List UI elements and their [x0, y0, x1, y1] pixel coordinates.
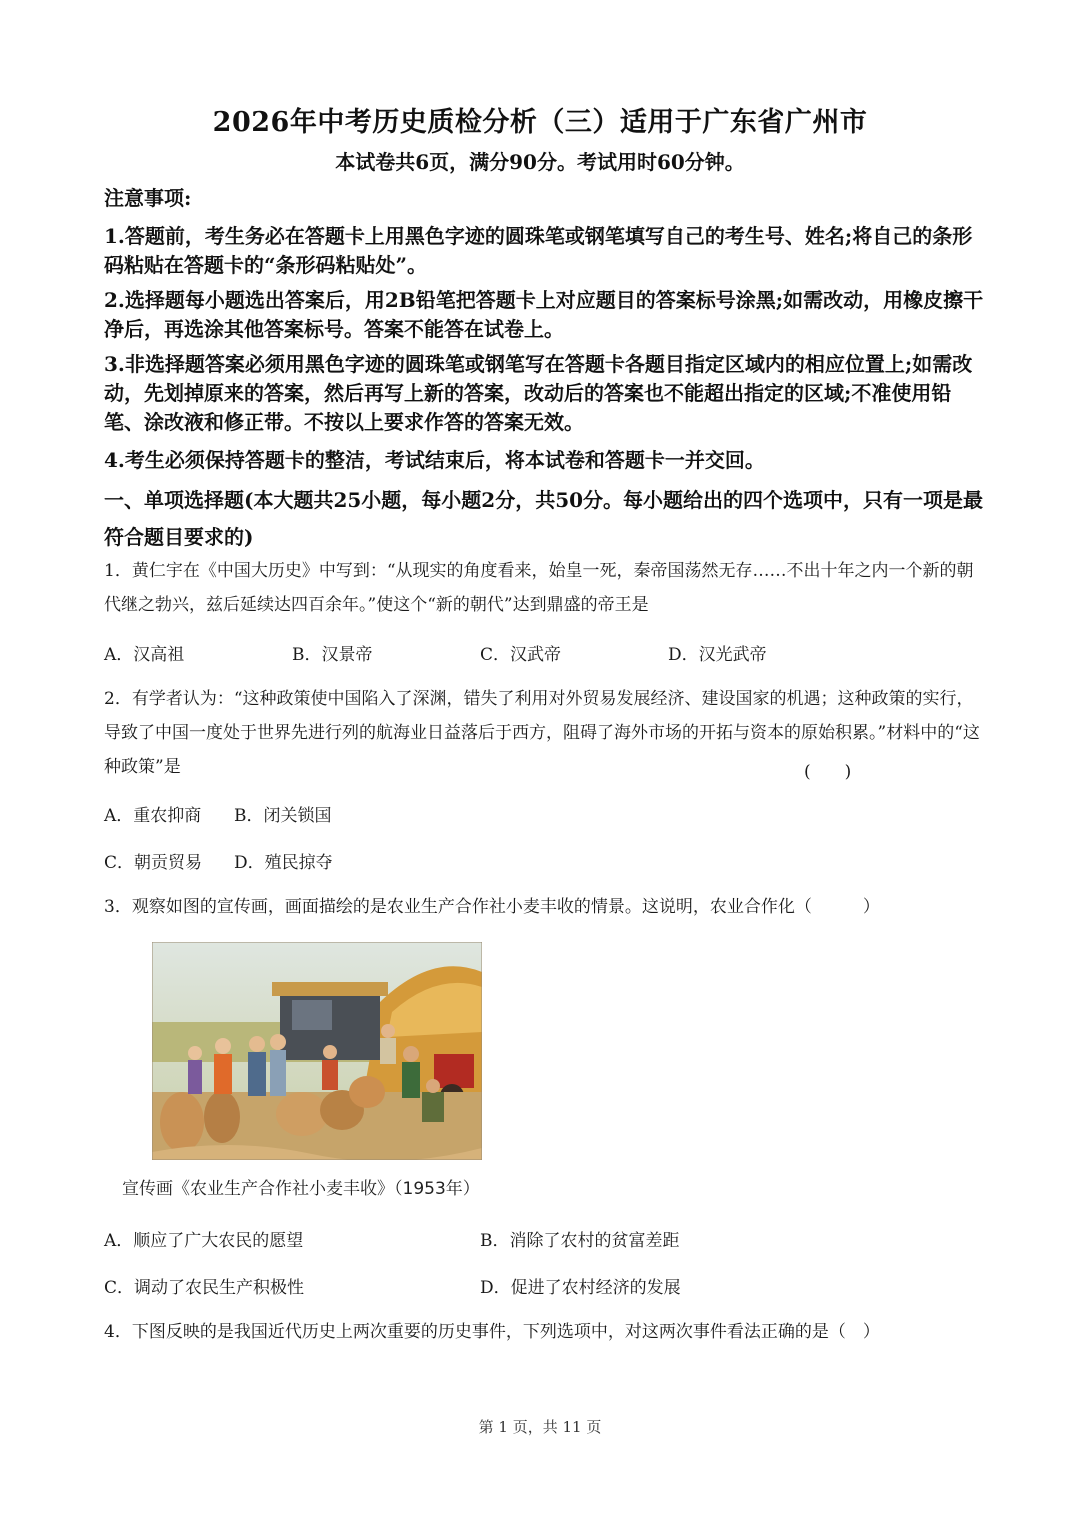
answer-parentheses: ( )	[804, 762, 852, 782]
page-footer: 第 1 页，共 11 页	[478, 1418, 602, 1436]
notice-item: 1.答题前，考生务必在答题卡上用黑色字迹的圆珠笔或钢笔填写自己的考生号、姓名;将自己的条形码粘贴在答题卡的“条形码粘贴处”。	[104, 224, 973, 277]
page-subtitle: 本试卷共6页，满分90分。考试用时60分钟。	[335, 150, 745, 174]
notice-heading: 注意事项:	[104, 186, 192, 210]
question-stem: 1．黄仁宇在《中国大历史》中写到：“从现实的角度看来，始皇一死，秦帝国荡然无存……不出十年之内一个新的朝代继之勃兴，兹后延续达四百余年。”使这个“新的朝代”达到鼎盛的帝王是	[104, 561, 974, 615]
option-a[interactable]: A．汉高祖	[104, 645, 185, 665]
option-c[interactable]: C．朝贡贸易	[104, 853, 203, 873]
option-a[interactable]: A．重农抑商	[104, 806, 202, 826]
notice-item: 4.考生必须保持答题卡的整洁，考试结束后，将本试卷和答题卡一并交回。	[104, 448, 765, 472]
option-d[interactable]: D．汉光武帝	[668, 645, 767, 665]
question-stem: 4．下图反映的是我国近代历史上两次重要的历史事件，下列选项中，对这两次事件看法正确的是（ ）	[104, 1322, 880, 1342]
option-b[interactable]: B．闭关锁国	[234, 806, 332, 826]
section-heading: 一、单项选择题(本大题共25小题，每小题2分，共50分。每小题给出的四个选项中，只有一项是最符合题目要求的)	[104, 488, 984, 549]
figure-caption: 宣传画《农业生产合作社小麦丰收》（1953年）	[122, 1179, 480, 1199]
propaganda-poster-image	[152, 942, 482, 1160]
option-b[interactable]: B．汉景帝	[292, 645, 373, 665]
option-d[interactable]: D．殖民掠夺	[234, 853, 333, 873]
option-d[interactable]: D．促进了农村经济的发展	[480, 1278, 681, 1298]
option-c[interactable]: C．调动了农民生产积极性	[104, 1278, 305, 1298]
page-title: 2026年中考历史质检分析（三）适用于广东省广州市	[212, 107, 868, 138]
question-stem: 3．观察如图的宣传画，画面描绘的是农业生产合作社小麦丰收的情景。这说明，农业合作化（ ）	[104, 897, 880, 917]
notice-item: 3.非选择题答案必须用黑色字迹的圆珠笔或钢笔写在答题卡各题目指定区域内的相应位置上;如需改动，先划掉原来的答案，然后再写上新的答案，改动后的答案也不能超出指定的区域;不准使用铅笔、涂改液和修正带。不按以上要求作答的答案无效。	[104, 352, 973, 434]
option-a[interactable]: A．顺应了广大农民的愿望	[104, 1231, 304, 1251]
question-stem: 2．有学者认为：“这种政策使中国陷入了深渊，错失了利用对外贸易发展经济、建设国家的机遇；这种政策的实行，导致了中国一度处于世界先进行列的航海业日益落后于西方，阻碍了海外市场的开拓与资本的原始积累。”材料中的“这种政策”是	[104, 689, 980, 777]
notice-item: 2.选择题每小题选出答案后，用2B铅笔把答题卡上对应题目的答案标号涂黑;如需改动，用橡皮擦干净后，再选涂其他答案标号。答案不能答在试卷上。	[104, 288, 984, 341]
option-b[interactable]: B．消除了农村的贫富差距	[480, 1231, 680, 1251]
option-c[interactable]: C．汉武帝	[480, 645, 562, 665]
